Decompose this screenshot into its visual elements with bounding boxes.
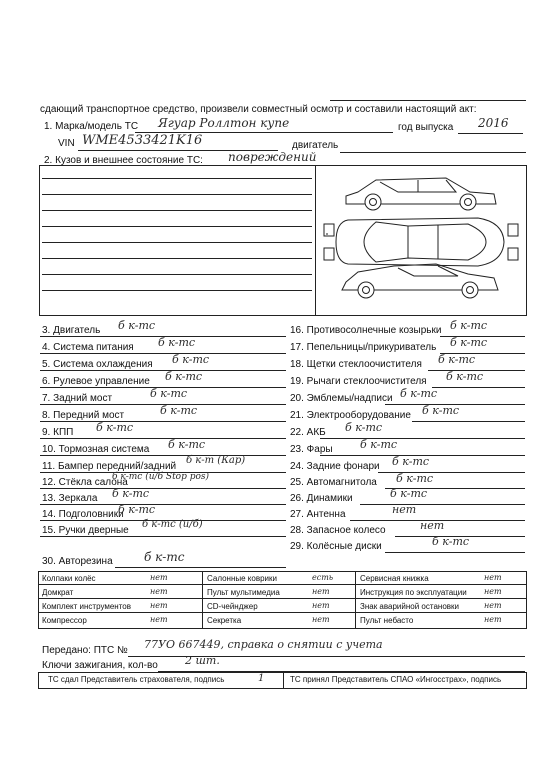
component-value-19: б к-тс	[446, 370, 484, 383]
component-value-24: б к-тс	[392, 455, 430, 468]
component-line-13	[40, 504, 286, 505]
year-line	[458, 133, 523, 134]
intro-text: сдающий транспортное средство, произвели совместный осмотр и составили настоящий акт:	[40, 104, 477, 115]
body-line-6	[42, 258, 312, 259]
component-label-6: 6. Рулевое управление	[42, 376, 150, 387]
component-line-10	[40, 455, 286, 456]
table-cell-value: нет	[484, 601, 502, 610]
component-value-25: б к-тс	[396, 472, 434, 485]
component-value-22: б к-тс	[345, 421, 383, 434]
signature-right-label: ТС принял Представитель СПАО «Ингосстрах», подпись	[290, 675, 502, 684]
table-cell-value: нет	[150, 573, 168, 582]
body-line-7	[42, 274, 312, 275]
table-cell-value: нет	[312, 587, 330, 596]
component-label-18: 18. Щетки стеклоочистителя	[290, 359, 422, 370]
signature-left-mark: 1	[258, 673, 265, 684]
table-cell-value: нет	[150, 615, 168, 624]
tires-value: б к-тс	[144, 550, 185, 564]
body-line-4	[42, 226, 312, 227]
diagram-divider	[315, 165, 316, 315]
signature-left-label: ТС сдал Представитель страхователя, подпись	[48, 675, 225, 684]
component-value-11: б к-т (Кар)	[186, 455, 246, 466]
component-value-29: б к-тс	[432, 535, 470, 548]
table-cell-value: нет	[312, 615, 330, 624]
component-line-5	[40, 370, 286, 371]
top-signature-line	[330, 100, 526, 101]
table-cell-label: CD-чейнджер	[207, 602, 258, 611]
table-row-line-1	[38, 584, 526, 585]
table-cell-value: нет	[484, 573, 502, 582]
table-row-line-2	[38, 598, 526, 599]
component-label-8: 8. Передний мост	[42, 410, 125, 421]
engine-label: двигатель	[292, 140, 339, 151]
component-value-23: б к-тс	[360, 438, 398, 451]
body-line-3	[42, 210, 312, 211]
component-label-24: 24. Задние фонари	[290, 461, 380, 472]
table-cell-label: Секретка	[207, 616, 242, 625]
component-label-15: 15. Ручки дверные	[42, 525, 129, 536]
component-label-4: 4. Система питания	[42, 342, 134, 353]
component-label-19: 19. Рычаги стеклоочистителя	[290, 376, 427, 387]
table-cell-value: есть	[312, 573, 334, 582]
table-cell-value: нет	[150, 601, 168, 610]
model-value: Ягуар Роллтон купе	[158, 116, 290, 130]
table-cell-label: Домкрат	[42, 588, 74, 597]
component-value-21: б к-тс	[422, 404, 460, 417]
component-value-20: б к-тс	[400, 387, 438, 400]
component-label-29: 29. Колёсные диски	[290, 541, 382, 552]
component-value-9: б к-тс	[96, 421, 134, 434]
component-line-15	[40, 536, 286, 537]
component-label-16: 16. Противосолнечные козырьки	[290, 325, 442, 336]
table-cell-label: Салонные коврики	[207, 574, 277, 583]
component-line-4	[40, 353, 286, 354]
component-value-15: б к-тс (и/б)	[142, 519, 203, 530]
body-line-8	[42, 290, 312, 291]
body-state-label: 2. Кузов и внешнее состояние ТС:	[44, 155, 203, 166]
component-label-13: 13. Зеркала	[42, 493, 98, 504]
component-label-22: 22. АКБ	[290, 427, 326, 438]
table-cell-label: Инструкция по эксплуатации	[360, 588, 467, 597]
component-line-26	[360, 504, 525, 505]
model-label: 1. Марка/модель ТС	[44, 121, 139, 132]
component-label-17: 17. Пепельницы/прикуриватель	[290, 342, 437, 353]
equipment-table	[38, 571, 527, 629]
component-label-14: 14. Подголовники	[42, 509, 124, 520]
component-label-28: 28. Запасное колесо	[290, 525, 386, 536]
pts-label: Передано: ПТС №	[42, 645, 128, 656]
component-value-27: нет	[392, 503, 417, 516]
component-label-5: 5. Система охлаждения	[42, 359, 153, 370]
vin-label: VIN	[58, 138, 75, 149]
component-value-4: б к-тс	[158, 336, 196, 349]
component-value-13: б к-тс	[112, 487, 150, 500]
component-value-17: б к-тс	[450, 336, 488, 349]
component-line-8	[40, 421, 286, 422]
vin-value: WME4533421K16	[82, 133, 203, 148]
component-label-7: 7. Задний мост	[42, 393, 113, 404]
component-value-26: б к-тс	[390, 487, 428, 500]
body-line-1	[42, 178, 312, 179]
table-cell-label: Пульт мультимедиа	[207, 588, 280, 597]
table-cell-label: Знак аварийной остановки	[360, 602, 459, 611]
keys-value: 2 шт.	[185, 654, 220, 667]
pts-value: 77УО 667449, справка о снятии с учета	[144, 638, 383, 651]
component-value-3: б к-тс	[118, 319, 156, 332]
component-value-7: б к-тс	[150, 387, 188, 400]
body-line-5	[42, 242, 312, 243]
component-label-26: 26. Динамики	[290, 493, 353, 504]
table-row-line-3	[38, 612, 526, 613]
year-value: 2016	[478, 116, 509, 130]
component-label-12: 12. Стёкла салона	[42, 477, 128, 488]
table-cell-value: нет	[312, 601, 330, 610]
component-line-29	[385, 552, 525, 553]
table-cell-value: нет	[484, 587, 502, 596]
body-line-2	[42, 194, 312, 195]
tires-line	[115, 567, 286, 568]
component-value-10: б к-тс	[168, 438, 206, 451]
table-cell-label: Колпаки колёс	[42, 574, 96, 583]
component-value-28: нет	[420, 519, 445, 532]
component-label-3: 3. Двигатель	[42, 325, 101, 336]
table-cell-label: Сервисная книжка	[360, 574, 429, 583]
component-line-9	[40, 438, 286, 439]
component-value-8: б к-тс	[160, 404, 198, 417]
component-label-10: 10. Тормозная система	[42, 444, 150, 455]
component-label-23: 23. Фары	[290, 444, 333, 455]
component-line-21	[412, 421, 525, 422]
component-value-12: б к-тс (и/б Stop pos)	[112, 472, 210, 482]
table-cell-value: нет	[484, 615, 502, 624]
year-label: год выпуска	[398, 122, 454, 133]
tires-label: 30. Авторезина	[42, 556, 113, 567]
component-label-11: 11. Бампер передний/задний	[42, 461, 177, 472]
component-value-18: б к-тс	[438, 353, 476, 366]
table-cell-label: Комплект инструментов	[42, 602, 131, 611]
component-value-14: б к-тс	[118, 503, 156, 516]
table-col-divider-1	[202, 571, 203, 628]
component-label-27: 27. Антенна	[290, 509, 346, 520]
table-col-divider-2	[355, 571, 356, 628]
table-cell-label: Компрессор	[42, 616, 87, 625]
component-value-16: б к-тс	[450, 319, 488, 332]
component-line-19	[432, 387, 525, 388]
signature-divider	[283, 672, 284, 688]
component-value-5: б к-тс	[172, 353, 210, 366]
table-cell-value: нет	[150, 587, 168, 596]
component-value-6: б к-тс	[165, 370, 203, 383]
keys-label: Ключи зажигания, кол-во	[42, 660, 158, 671]
component-label-21: 21. Электрооборудование	[290, 410, 411, 421]
component-label-9: 9. КПП	[42, 427, 74, 438]
component-line-22	[320, 438, 525, 439]
engine-line	[340, 152, 526, 153]
component-label-20: 20. Эмблемы/надписи	[290, 393, 393, 404]
component-label-25: 25. Автомагнитола	[290, 477, 377, 488]
car-diagram	[318, 166, 523, 313]
component-line-12	[40, 488, 286, 489]
table-cell-label: Пульт небасто	[360, 616, 414, 625]
body-state-value: повреждений	[228, 150, 317, 164]
